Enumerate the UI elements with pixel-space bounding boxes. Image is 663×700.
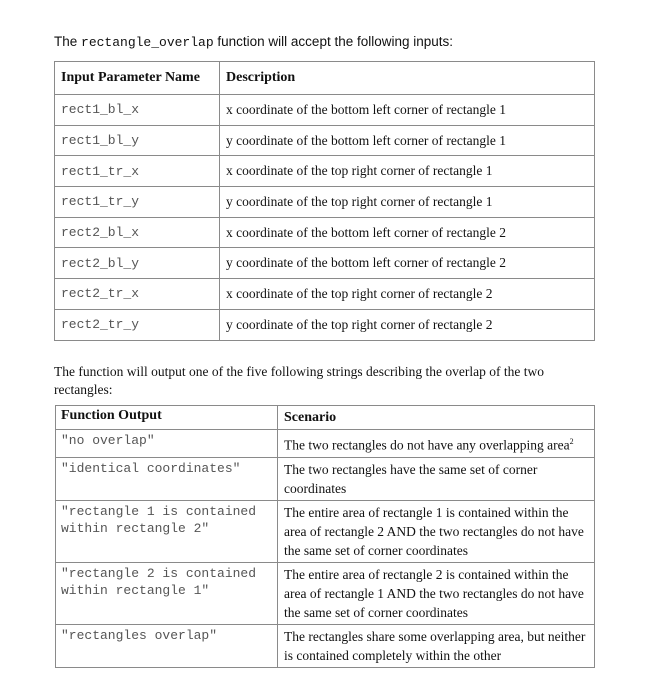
table-row (55, 95, 595, 126)
outputs-intro: The function will output one of the five following strings describing the overlap of the two rectangles: (54, 364, 545, 397)
parameter-description: x coordinate of the bottom left corner of rectangle 2 (220, 217, 595, 248)
header-input-parameter-name: Input Parameter Name (55, 62, 220, 95)
table-row (55, 279, 595, 310)
parameter-description: x coordinate of the top right corner of rectangle 2 (220, 279, 595, 310)
parameter-name: rect2_tr_x (55, 279, 220, 310)
scenario-text: The entire area of rectangle 2 is contained within the area of rectangle 1 AND the two rectangles do not have the same set of corner coordinates (278, 562, 595, 624)
output-string: "rectangle 1 is contained within rectangle 2" (61, 503, 257, 536)
table-row (56, 457, 595, 500)
table-row (55, 156, 595, 187)
parameter-description: x coordinate of the top right corner of rectangle 1 (220, 156, 595, 187)
table-row (55, 217, 595, 248)
parameter-name: rect2_bl_y (55, 248, 220, 279)
table-row (55, 248, 595, 279)
table-row (55, 125, 595, 156)
inputs-intro (54, 33, 453, 52)
outputs-table-header (56, 406, 595, 430)
parameter-name: rect2_tr_y (55, 309, 220, 340)
table-row (56, 500, 595, 562)
output-string: "no overlap" (61, 433, 155, 448)
output-cell (56, 562, 278, 624)
function-name: rectangle_overlap (81, 35, 214, 50)
outputs-table (55, 405, 595, 668)
parameter-name: rect1_tr_y (55, 187, 220, 218)
parameter-name: rect1_bl_y (55, 125, 220, 156)
scenario-text: The rectangles share some overlapping area, but neither is contained completely within the other (278, 624, 595, 667)
header-scenario: Scenario (278, 406, 595, 430)
output-string: "rectangle 2 is contained within rectangle 1" (61, 565, 257, 598)
header-function-output: Function Output (56, 406, 278, 430)
parameter-name: rect2_bl_x (55, 217, 220, 248)
inputs-table-header (55, 62, 595, 95)
output-cell (56, 430, 278, 458)
parameter-name: rect1_tr_x (55, 156, 220, 187)
output-cell (56, 457, 278, 500)
scenario-text: The two rectangles do not have any overlapping area (284, 437, 570, 453)
header-description: Description (220, 62, 595, 95)
parameter-description: y coordinate of the bottom left corner of rectangle 1 (220, 125, 595, 156)
table-row (56, 562, 595, 624)
parameter-description: y coordinate of the top right corner of rectangle 2 (220, 309, 595, 340)
parameter-description: y coordinate of the bottom left corner of rectangle 2 (220, 248, 595, 279)
output-cell (56, 500, 278, 562)
parameter-name: rect1_bl_x (55, 95, 220, 126)
scenario-text: The entire area of rectangle 1 is contained within the area of rectangle 2 AND the two rectangles do not have the same set of corner coordinates (278, 500, 595, 562)
parameter-description: y coordinate of the top right corner of rectangle 1 (220, 187, 595, 218)
footnote-marker: 2 (569, 437, 574, 446)
scenario-cell (278, 430, 595, 458)
output-cell (56, 624, 278, 667)
table-row (55, 309, 595, 340)
inputs-table (54, 61, 595, 341)
table-row (56, 430, 595, 458)
scenario-text: The two rectangles have the same set of corner coordinates (278, 457, 595, 500)
intro-text-after: function will accept the following inputs: (213, 34, 454, 49)
output-string: "rectangles overlap" (61, 627, 218, 643)
table-row (55, 187, 595, 218)
output-string: "identical coordinates" (61, 460, 241, 476)
parameter-description: x coordinate of the bottom left corner of rectangle 1 (220, 95, 595, 126)
intro-text-before: The (54, 34, 82, 49)
table-row (56, 624, 595, 667)
